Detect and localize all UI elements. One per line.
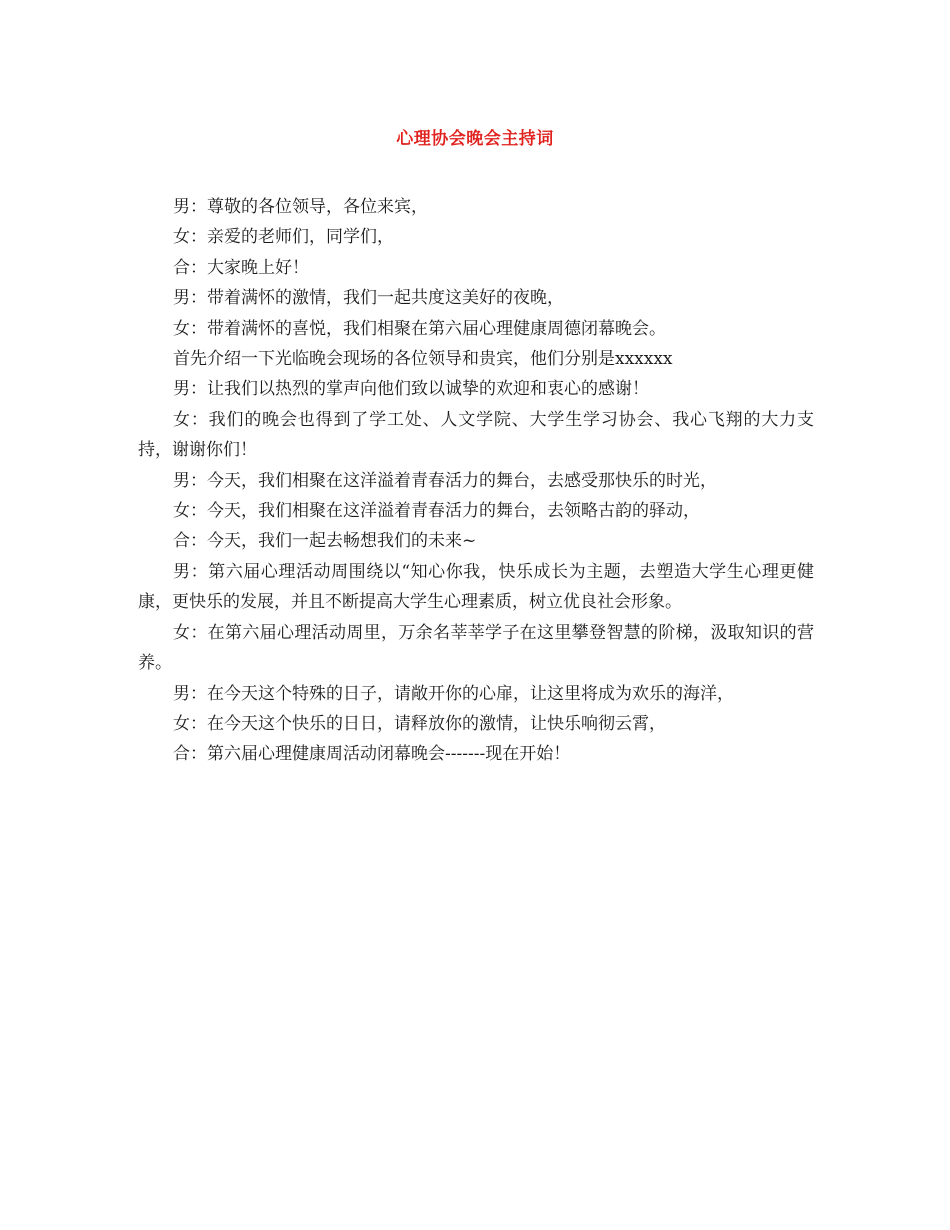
paragraph: 男：第六届心理活动周围绕以“知心你我，快乐成长为主题，去塑造大学生心理更健康，更快乐的发展，并且不断提高大学生心理素质，树立优良社会形象。 — [138, 561, 814, 613]
document-body — [138, 192, 814, 770]
paragraph: 男：带着满怀的激情，我们一起共度这美好的夜晚， — [173, 288, 564, 309]
paragraph: 女：带着满怀的喜悦，我们相聚在第六届心理健康周德闭幕晚会。 — [173, 318, 666, 339]
paragraph: 男：在今天这个特殊的日子，请敞开你的心扉，让这里将成为欢乐的海洋， — [173, 683, 734, 704]
paragraph: 女：在今天这个快乐的日日，请释放你的激情，让快乐响彻云霄， — [173, 713, 666, 734]
paragraph: 合：第六届心理健康周活动闭幕晚会-------现在开始！ — [173, 744, 571, 765]
paragraph: 女：我们的晚会也得到了学工处、人文学院、大学生学习协会、我心飞翔的大力支持，谢谢你们！ — [138, 409, 814, 461]
paragraph: 合：今天，我们一起去畅想我们的未来~ — [173, 531, 477, 552]
paragraph: 女：在第六届心理活动周里，万余名莘莘学子在这里攀登智慧的阶梯，汲取知识的营养。 — [138, 622, 814, 674]
paragraph: 男：今天，我们相聚在这洋溢着青春活力的舞台，去感受那快乐的时光， — [173, 470, 717, 491]
paragraph: 女：亲爱的老师们，同学们， — [173, 227, 394, 248]
paragraph: 合：大家晚上好！ — [173, 257, 309, 278]
paragraph: 女：今天，我们相聚在这洋溢着青春活力的舞台，去领略古韵的驿动， — [173, 501, 700, 522]
paragraph: 男：尊敬的各位领导，各位来宾， — [173, 197, 428, 217]
paragraph: 男：让我们以热烈的掌声向他们致以诚挚的欢迎和衷心的感谢！ — [173, 379, 649, 400]
paragraph: 首先介绍一下光临晚会现场的各位领导和贵宾，他们分别是xxxxxx — [173, 349, 673, 370]
document-title: 心理协会晚会主持词 — [396, 129, 554, 149]
